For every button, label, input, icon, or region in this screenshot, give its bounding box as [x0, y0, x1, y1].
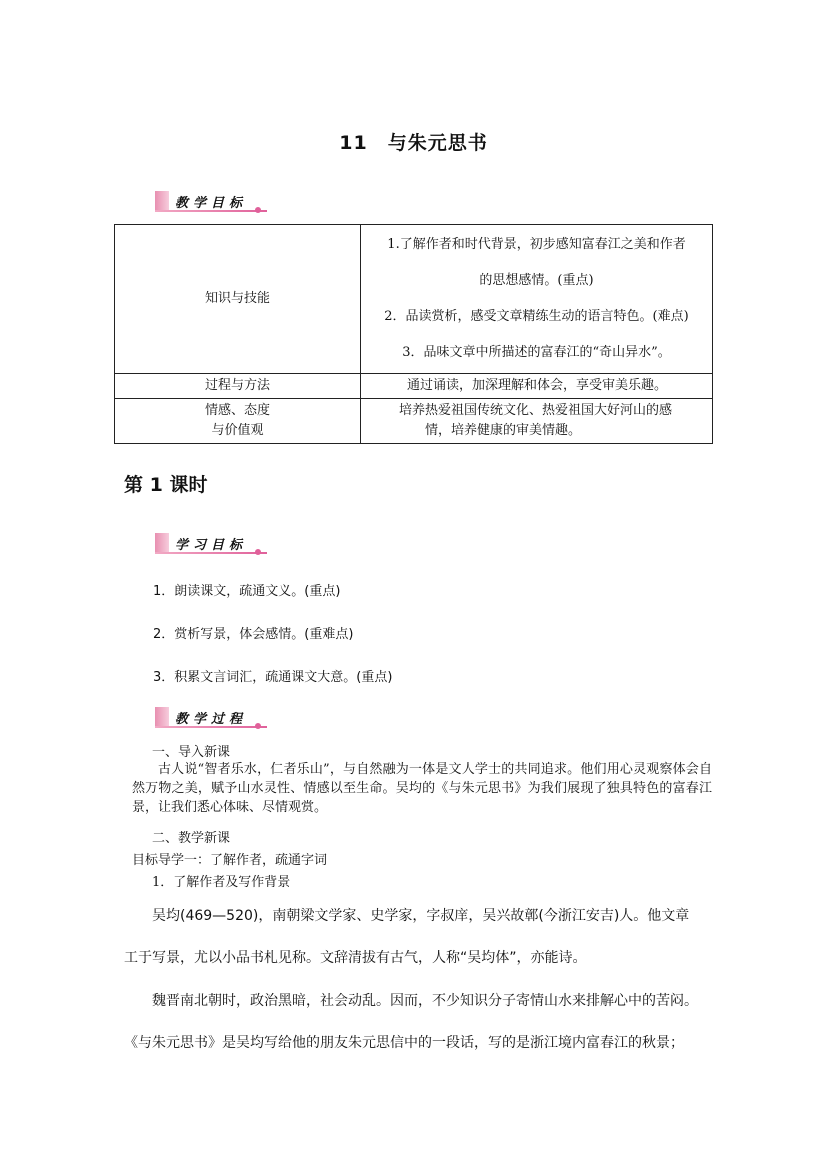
- knowledge-item: 1.了解作者和时代背景，初步感知富春江之美和作者: [387, 237, 686, 252]
- table-row: [115, 374, 713, 399]
- table-row: [115, 225, 713, 374]
- knowledge-cell: [361, 225, 713, 374]
- target-heading: 目标导学一：了解作者，疏通字词: [132, 853, 328, 868]
- badge-marker: [155, 191, 169, 211]
- intro-paragraph: 古人说“智者乐水，仁者乐山”，与自然融为一体是文人学士的共同追求。他们用心灵观察体会自然万物之美，赋予山水灵性、情感以至生命。吴均的《与朱元思书》为我们展现了独具特色的富春江景，让我们悉心体味、尽情观赏。: [132, 762, 712, 815]
- badge-label: 教学目标: [175, 195, 248, 211]
- knowledge-item: 2．品读赏析，感受文章精练生动的语言特色。(难点): [384, 309, 689, 324]
- badge-label: 学习目标: [175, 537, 248, 553]
- table-row: [115, 399, 713, 444]
- process-text: 通过诵读，加深理解和体会，享受审美乐趣。: [361, 374, 713, 399]
- emotion-label-line: 情感、态度: [204, 403, 270, 418]
- badge-dot: [255, 207, 261, 213]
- emotion-label-line: 与价值观: [211, 423, 264, 438]
- objective-item: 2．赏析写景，体会感情。(重难点): [153, 627, 354, 642]
- goals-table: [114, 224, 713, 444]
- section-badge-teaching-process: [155, 704, 247, 730]
- knowledge-label: 知识与技能: [115, 225, 361, 374]
- emotion-text-line: 培养热爱祖国传统文化、热爱祖国大好河山的感: [399, 403, 673, 418]
- emotion-text-line: 情，培养健康的审美情趣。: [425, 423, 582, 438]
- badge-marker: [155, 533, 169, 553]
- badge-marker: [155, 707, 169, 727]
- step-heading: 1．了解作者及写作背景: [152, 875, 291, 890]
- part1-heading: 一、导入新课: [152, 745, 231, 760]
- bio-line: 吴均(469—520)，南朝梁文学家、史学家，字叔庠，吴兴故鄣(今浙江安吉)人。他文章: [152, 908, 690, 924]
- badge-dot: [255, 723, 261, 729]
- badge-underline: [155, 552, 267, 554]
- section-badge-teaching-goals: [155, 188, 247, 214]
- page-title: 11 与朱元思书: [339, 132, 488, 154]
- background-line: 魏晋南北朝时，政治黑暗，社会动乱。因而，不少知识分子寄情山水来排解心中的苦闷。: [152, 993, 698, 1009]
- badge-underline: [155, 210, 267, 212]
- knowledge-item: 3．品味文章中所描述的富春江的“奇山异水”。: [402, 345, 671, 360]
- knowledge-item: 的思想感情。(重点): [479, 273, 594, 288]
- objective-item: 3．积累文言词汇，疏通课文大意。(重点): [153, 670, 393, 685]
- section-badge-learning-goals: [155, 530, 247, 556]
- bio-line: 工于写景，尤以小品书札见称。文辞清拔有古气，人称“吴均体”，亦能诗。: [124, 950, 587, 966]
- background-line: 《与朱元思书》是吴均写给他的朋友朱元思信中的一段话，写的是浙江境内富春江的秋景；: [124, 1035, 684, 1051]
- badge-label: 教学过程: [175, 711, 248, 727]
- part2-heading: 二、教学新课: [152, 831, 231, 846]
- badge-underline: [155, 726, 267, 728]
- emotion-text: [361, 399, 713, 444]
- emotion-label: [115, 399, 361, 444]
- process-label: 过程与方法: [115, 374, 361, 399]
- lesson-heading: 第 1 课时: [124, 474, 208, 496]
- badge-dot: [255, 549, 261, 555]
- objective-item: 1．朗读课文，疏通文义。(重点): [153, 584, 341, 599]
